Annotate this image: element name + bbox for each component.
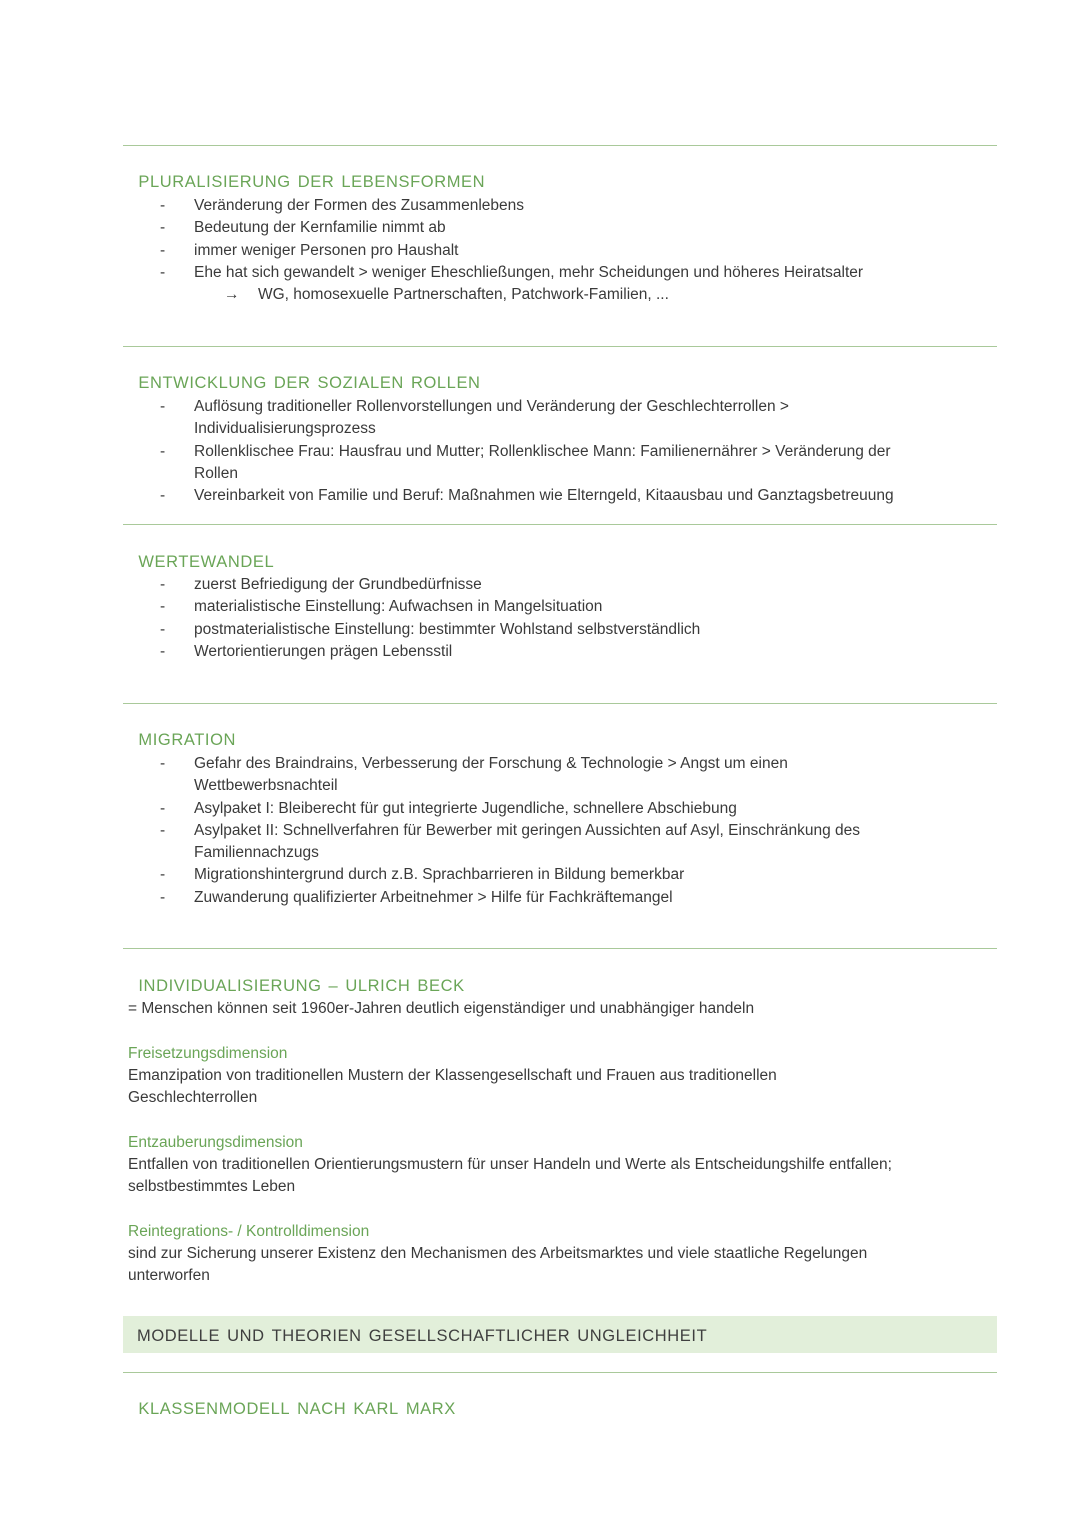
heading-word: ULRICH [345, 977, 411, 995]
list-item: - immer weniger Personen pro Haushalt [160, 240, 934, 262]
list-item: - Zuwanderung qualifizierter Arbeitnehmer > Hilfe für Fachkräftemangel [160, 887, 934, 909]
heading-word: ENTWICKLUNG [138, 374, 267, 392]
list-item: - Asylpaket I: Bleiberecht für gut integrierte Jugendliche, schnellere Abschiebung [160, 798, 934, 820]
heading-word: LEBENSFORMEN [341, 173, 486, 191]
dimension-heading: Entzauberungsdimension [128, 1134, 303, 1151]
dimension-heading: Freisetzungsdimension [128, 1045, 288, 1062]
heading-word: KARL [353, 1400, 399, 1418]
section-heading-individualisierung [128, 958, 465, 996]
heading-word: – [328, 977, 339, 995]
list-item: - Rollenklischee Frau: Hausfrau und Mutter; Rollenklischee Mann: Familienernährer > Veränderung der Rollen [160, 441, 934, 486]
list-item: - Bedeutung der Kernfamilie nimmt ab [160, 217, 934, 239]
heading-word: KLASSENMODELL [138, 1400, 291, 1418]
heading-word: INDIVIDUALISIERUNG [138, 977, 322, 995]
definition-text: = Menschen können seit 1960er-Jahren deutlich eigenständiger und unabhängiger handeln [128, 1000, 755, 1017]
arrow-right-icon: → [224, 286, 240, 303]
section-heading-klassenmodell [128, 1381, 456, 1419]
section-divider [123, 1372, 997, 1373]
heading-word: ROLLEN [410, 374, 481, 392]
bullet-list-rollen [160, 396, 994, 507]
heading-word: WERTEWANDEL [138, 553, 275, 571]
list-item: - Migrationshintergrund durch z.B. Sprachbarrieren in Bildung bemerkbar [160, 864, 934, 886]
heading-word: PLURALISIERUNG [138, 173, 291, 191]
list-item: - Vereinbarkeit von Familie und Beruf: Maßnahmen wie Elterngeld, Kitaausbau und Ganztagsbetreuung [160, 485, 994, 507]
heading-word: MARX [405, 1400, 456, 1418]
list-item: - Gefahr des Braindrains, Verbesserung der Forschung & Technologie > Angst um einen Wettbewerbsnachteil [160, 753, 874, 798]
heading-word: NACH [297, 1400, 347, 1418]
heading-word: MODELLE [137, 1327, 221, 1345]
arrow-note [224, 284, 669, 306]
list-item: - Auflösung traditioneller Rollenvorstellungen und Veränderung der Geschlechterrollen > Individualisierungsprozess [160, 396, 934, 441]
heading-word: BECK [417, 977, 465, 995]
dimension-heading: Reintegrations- / Kontrolldimension [128, 1223, 370, 1240]
section-heading-pluralisierung [128, 154, 485, 192]
heading-word: UNGLEICHHEIT [577, 1327, 708, 1345]
list-item: - Veränderung der Formen des Zusammenlebens [160, 195, 934, 217]
list-item: - postmaterialistische Einstellung: bestimmter Wohlstand selbstverständlich [160, 619, 934, 641]
section-divider [123, 145, 997, 146]
arrow-note-text: WG, homosexuelle Partnerschaften, Patchwork-Familien, ... [258, 286, 669, 303]
chapter-title [137, 1327, 707, 1346]
section-divider [123, 524, 997, 525]
heading-word: UND [227, 1327, 265, 1345]
dimension-text: Entfallen von traditionellen Orientierungsmustern für unser Handeln und Werte als Entscheidungshilfe entfallen; selbstbestimmtes Leben [128, 1156, 892, 1196]
section-divider [123, 948, 997, 949]
list-item: - Asylpaket II: Schnellverfahren für Bewerber mit geringen Aussichten auf Asyl, Einschränkung des Familiennachzugs [160, 820, 924, 865]
list-item: - Wertorientierungen prägen Lebensstil [160, 641, 934, 663]
list-item: - zuerst Befriedigung der Grundbedürfnisse [160, 574, 934, 596]
list-item: - materialistische Einstellung: Aufwachsen in Mangelsituation [160, 596, 934, 618]
dimension-text: Emanzipation von traditionellen Mustern der Klassengesellschaft und Frauen aus traditionellen Geschlechterrollen [128, 1067, 777, 1107]
heading-word: SOZIALEN [317, 374, 404, 392]
section-divider [123, 703, 997, 704]
bullet-list-migration [160, 753, 934, 909]
bullet-list-wertewandel [160, 574, 934, 663]
section-divider [123, 346, 997, 347]
heading-word: DER [297, 173, 335, 191]
section-heading-rollen [128, 355, 481, 393]
section-heading-wertewandel [128, 534, 274, 572]
section-heading-migration [128, 712, 236, 750]
heading-word: THEORIEN [271, 1327, 362, 1345]
heading-word: MIGRATION [138, 731, 237, 749]
heading-word: DER [273, 374, 311, 392]
dimension-text: sind zur Sicherung unserer Existenz den Mechanismen des Arbeitsmarktes und viele staatliche Regelungen unterworfen [128, 1245, 868, 1285]
bullet-list-pluralisierung [160, 195, 994, 284]
list-item: - Ehe hat sich gewandelt > weniger Eheschließungen, mehr Scheidungen und höheres Heiratsalter [160, 262, 994, 284]
heading-word: GESELLSCHAFTLICHER [368, 1327, 571, 1345]
